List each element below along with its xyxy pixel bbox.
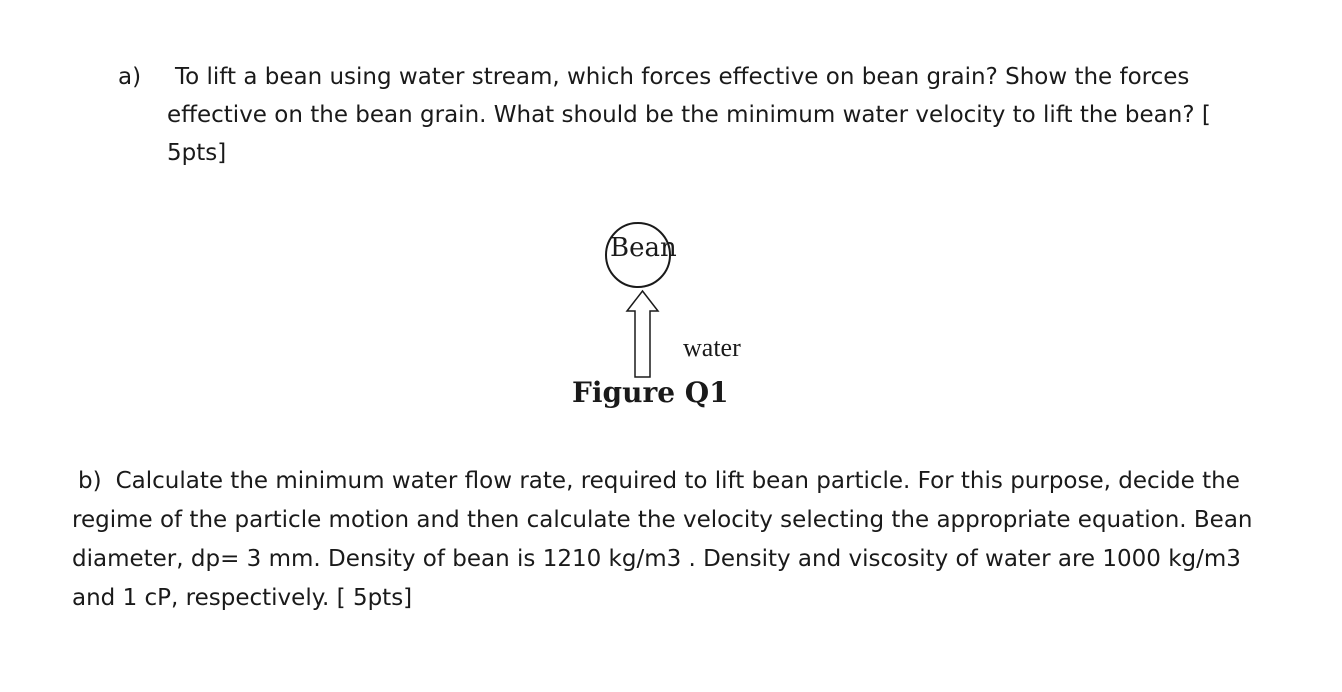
water-label: water [683, 333, 741, 362]
water-arrow [627, 291, 658, 377]
question-a [118, 58, 1268, 172]
question-a-marker: a) [118, 64, 142, 90]
question-b-marker: b) [78, 468, 102, 494]
question-b-text: Calculate the minimum water flow rate, required to lift bean particle. For this purpose, decide the regime of the particle motion and then calculate the velocity selecting the appropriate equation. Bean diameter, dp= 3 mm. Density of bean is 1210 kg/m3 . Density and viscosity of water are 1000 kg/m3 and 1 cP, respectively. [ 5pts] [72, 468, 1253, 611]
bean-label: Bean [610, 233, 677, 263]
question-b [72, 462, 1282, 618]
figure-caption: Figure Q1 [572, 376, 729, 409]
question-a-text: To lift a bean using water stream, which forces effective on bean grain? Show the forces effective on the bean grain. What should be the minimum water velocity to lift the bean? [ 5pts] [167, 64, 1211, 166]
figure-q1 [560, 215, 780, 415]
